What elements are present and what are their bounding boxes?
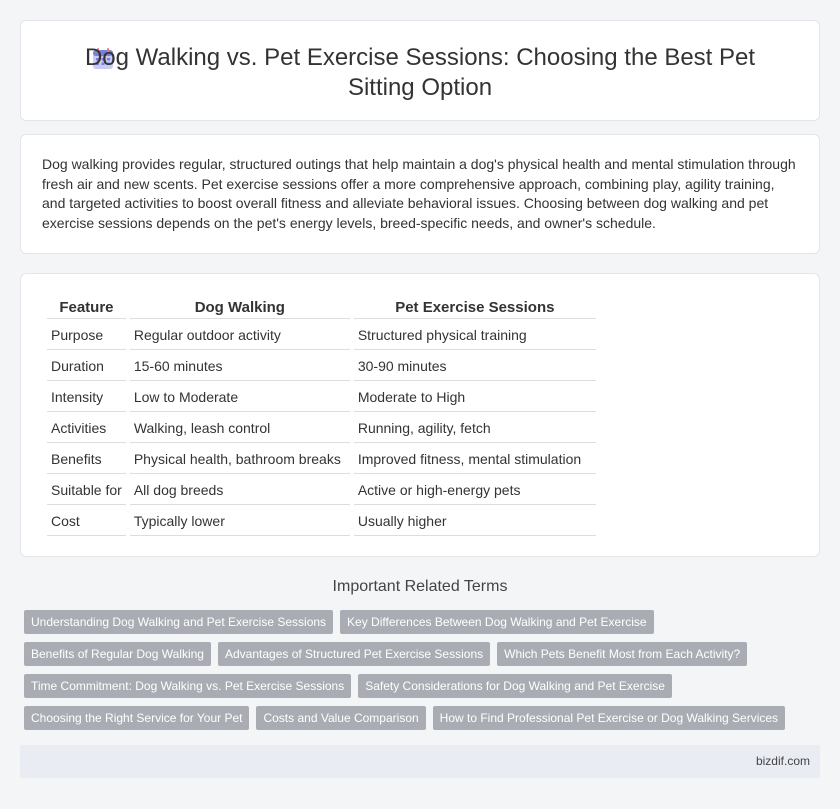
table-cell: Purpose [47, 321, 126, 350]
table-header-row [47, 296, 596, 319]
table-cell: Suitable for [47, 476, 126, 505]
intro-card [20, 134, 820, 254]
related-term-link[interactable]: Benefits of Regular Dog Walking [24, 642, 211, 666]
table-row [47, 352, 596, 381]
table-cell: Intensity [47, 383, 126, 412]
related-term-link[interactable]: Understanding Dog Walking and Pet Exercise Sessions [24, 610, 333, 634]
table-cell: 30-90 minutes [354, 352, 596, 381]
page-title: Dog Walking vs. Pet Exercise Sessions: Choosing the Best Pet Sitting Option [84, 44, 756, 101]
table-cell: Physical health, bathroom breaks [130, 445, 350, 474]
site-credit[interactable]: bizdif.com [755, 754, 810, 768]
related-term-link[interactable]: How to Find Professional Pet Exercise or Dog Walking Services [433, 706, 785, 730]
table-cell: All dog breeds [130, 476, 350, 505]
table-cell: Typically lower [130, 507, 350, 536]
related-term-link[interactable]: Time Commitment: Dog Walking vs. Pet Exercise Sessions [24, 674, 351, 698]
table-cell: Low to Moderate [130, 383, 350, 412]
table-cell: Benefits [47, 445, 126, 474]
related-terms-heading: Important Related Terms [332, 578, 508, 595]
related-term-link[interactable]: Key Differences Between Dog Walking and Pet Exercise [340, 610, 653, 634]
table-cell: Regular outdoor activity [130, 321, 350, 350]
related-term-link[interactable]: Choosing the Right Service for Your Pet [24, 706, 249, 730]
table-cell: Improved fitness, mental stimulation [354, 445, 596, 474]
comparison-table-card [20, 273, 820, 557]
table-row [47, 507, 596, 536]
table-cell: Moderate to High [354, 383, 596, 412]
table-cell: Structured physical training [354, 321, 596, 350]
column-header: Dog Walking [130, 296, 350, 319]
table-cell: Cost [47, 507, 126, 536]
table-row [47, 476, 596, 505]
table-row [47, 445, 596, 474]
table-cell: Running, agility, fetch [354, 414, 596, 443]
comparison-table [43, 294, 600, 538]
column-header: Pet Exercise Sessions [354, 296, 596, 319]
table-cell: Walking, leash control [130, 414, 350, 443]
column-header: Feature [47, 296, 126, 319]
table-row [47, 321, 596, 350]
table-cell: Duration [47, 352, 126, 381]
table-row [47, 383, 596, 412]
related-term-link[interactable]: Advantages of Structured Pet Exercise Sessions [218, 642, 490, 666]
header-card [20, 20, 820, 121]
table-cell: Usually higher [354, 507, 596, 536]
intro-paragraph: Dog walking provides regular, structured outings that help maintain a dog's physical health and mental stimulation through fresh air and new scents. Pet exercise sessions offer a more comprehensive approach, combining play, agility training, and targeted activities to boost overall fitness and alleviate behavioral issues. Choosing between dog walking and pet exercise sessions depends on the pet's energy levels, breed-specific needs, and owner's schedule. [42, 156, 796, 231]
table-cell: Active or high-energy pets [354, 476, 596, 505]
table-cell: Activities [47, 414, 126, 443]
related-term-link[interactable]: Which Pets Benefit Most from Each Activity? [497, 642, 747, 666]
table-row [47, 414, 596, 443]
related-term-link[interactable]: Safety Considerations for Dog Walking and Pet Exercise [358, 674, 672, 698]
related-terms-list [24, 610, 824, 738]
footer [20, 745, 820, 778]
related-term-link[interactable]: Costs and Value Comparison [256, 706, 425, 730]
table-cell: 15-60 minutes [130, 352, 350, 381]
